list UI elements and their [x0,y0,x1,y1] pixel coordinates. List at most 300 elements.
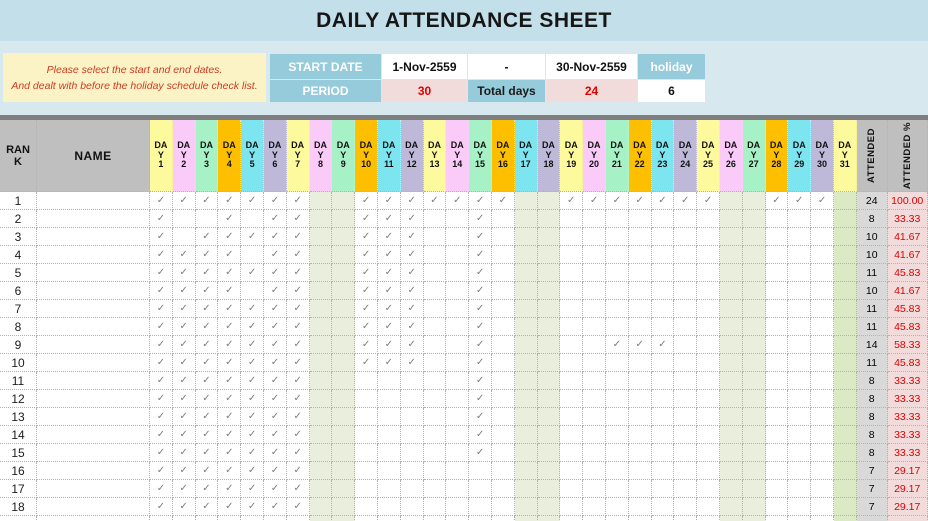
day-16-cell-row-9[interactable] [492,336,515,354]
day-10-cell-row-16[interactable] [355,462,378,480]
rank-cell-row-3[interactable]: 3 [0,228,37,246]
day-18-cell-row-2[interactable] [538,210,561,228]
day-30-cell-row-16[interactable] [811,462,834,480]
day-28-cell-row-9[interactable] [766,336,789,354]
day-14-cell-row-13[interactable] [446,408,469,426]
day-4-cell-row-15[interactable]: ✓ [218,444,241,462]
day-4-cell-row-17[interactable]: ✓ [218,480,241,498]
day-6-cell-row-12[interactable]: ✓ [264,390,287,408]
day-2-cell-partial-row[interactable] [173,516,196,521]
day-26-cell-row-17[interactable] [720,480,743,498]
day-27-cell-row-9[interactable] [743,336,766,354]
day-16-cell-row-10[interactable] [492,354,515,372]
day-24-cell-row-12[interactable] [674,390,697,408]
day-19-cell-row-14[interactable] [560,426,583,444]
day-31-cell-row-14[interactable] [834,426,857,444]
day-23-cell-partial-row[interactable] [652,516,675,521]
day-1-cell-row-10[interactable]: ✓ [150,354,173,372]
day-13-cell-row-2[interactable] [424,210,447,228]
day-4-cell-row-3[interactable]: ✓ [218,228,241,246]
day-6-cell-row-6[interactable]: ✓ [264,282,287,300]
day-10-cell-row-4[interactable]: ✓ [355,246,378,264]
day-27-cell-row-4[interactable] [743,246,766,264]
day-26-cell-row-2[interactable] [720,210,743,228]
day-10-cell-row-13[interactable] [355,408,378,426]
day-6-cell-partial-row[interactable] [264,516,287,521]
day-10-cell-row-17[interactable] [355,480,378,498]
day-23-cell-row-5[interactable] [652,264,675,282]
rank-cell-row-17[interactable]: 17 [0,480,37,498]
day-3-cell-row-5[interactable]: ✓ [196,264,219,282]
day-23-cell-row-6[interactable] [652,282,675,300]
day-14-cell-row-3[interactable] [446,228,469,246]
day-19-cell-row-9[interactable] [560,336,583,354]
day-17-cell-row-5[interactable] [515,264,538,282]
day-15-cell-row-1[interactable]: ✓ [469,192,492,210]
day-7-cell-row-12[interactable]: ✓ [287,390,310,408]
day-16-cell-row-17[interactable] [492,480,515,498]
day-12-cell-row-16[interactable] [401,462,424,480]
period-value[interactable]: 30 [382,80,467,102]
day-9-cell-row-7[interactable] [332,300,355,318]
day-24-cell-row-8[interactable] [674,318,697,336]
day-10-cell-row-3[interactable]: ✓ [355,228,378,246]
day-20-cell-partial-row[interactable] [583,516,606,521]
day-28-cell-row-15[interactable] [766,444,789,462]
day-12-cell-row-10[interactable]: ✓ [401,354,424,372]
day-20-cell-row-5[interactable] [583,264,606,282]
day-23-cell-row-3[interactable] [652,228,675,246]
name-cell-row-14[interactable] [37,426,150,444]
day-18-cell-row-15[interactable] [538,444,561,462]
day-26-cell-row-18[interactable] [720,498,743,516]
day-18-cell-row-6[interactable] [538,282,561,300]
day-25-cell-partial-row[interactable] [697,516,720,521]
day-12-cell-row-7[interactable]: ✓ [401,300,424,318]
day-15-cell-row-4[interactable]: ✓ [469,246,492,264]
day-11-cell-row-1[interactable]: ✓ [378,192,401,210]
day-23-cell-row-7[interactable] [652,300,675,318]
day-4-cell-row-8[interactable]: ✓ [218,318,241,336]
day-31-cell-partial-row[interactable] [834,516,857,521]
day-14-cell-row-18[interactable] [446,498,469,516]
day-7-cell-partial-row[interactable] [287,516,310,521]
day-6-cell-row-9[interactable]: ✓ [264,336,287,354]
day-12-cell-row-14[interactable] [401,426,424,444]
day-19-cell-row-1[interactable]: ✓ [560,192,583,210]
day-7-cell-row-18[interactable]: ✓ [287,498,310,516]
day-4-cell-row-4[interactable]: ✓ [218,246,241,264]
day-11-cell-row-14[interactable] [378,426,401,444]
day-29-cell-row-13[interactable] [788,408,811,426]
day-14-cell-row-17[interactable] [446,480,469,498]
day-1-cell-row-15[interactable]: ✓ [150,444,173,462]
day-13-cell-row-7[interactable] [424,300,447,318]
day-18-cell-row-3[interactable] [538,228,561,246]
day-31-cell-row-6[interactable] [834,282,857,300]
day-17-cell-row-12[interactable] [515,390,538,408]
day-3-cell-row-3[interactable]: ✓ [196,228,219,246]
rank-cell-row-11[interactable]: 11 [0,372,37,390]
day-24-cell-row-4[interactable] [674,246,697,264]
name-cell-row-6[interactable] [37,282,150,300]
day-23-cell-row-12[interactable] [652,390,675,408]
day-18-cell-row-9[interactable] [538,336,561,354]
day-24-cell-row-5[interactable] [674,264,697,282]
day-29-cell-row-1[interactable]: ✓ [788,192,811,210]
day-20-cell-row-11[interactable] [583,372,606,390]
day-26-cell-row-12[interactable] [720,390,743,408]
day-7-cell-row-9[interactable]: ✓ [287,336,310,354]
day-12-cell-row-5[interactable]: ✓ [401,264,424,282]
day-2-cell-row-17[interactable]: ✓ [173,480,196,498]
day-2-cell-row-1[interactable]: ✓ [173,192,196,210]
day-28-cell-row-8[interactable] [766,318,789,336]
day-20-cell-row-1[interactable]: ✓ [583,192,606,210]
day-15-cell-row-9[interactable]: ✓ [469,336,492,354]
day-25-cell-row-2[interactable] [697,210,720,228]
day-12-cell-row-18[interactable] [401,498,424,516]
rank-cell-row-8[interactable]: 8 [0,318,37,336]
end-date-value[interactable]: 30-Nov-2559 [546,54,637,79]
day-11-cell-row-2[interactable]: ✓ [378,210,401,228]
name-cell-row-3[interactable] [37,228,150,246]
day-27-cell-row-13[interactable] [743,408,766,426]
rank-cell-row-6[interactable]: 6 [0,282,37,300]
day-1-cell-row-6[interactable]: ✓ [150,282,173,300]
day-13-cell-row-4[interactable] [424,246,447,264]
day-11-cell-row-17[interactable] [378,480,401,498]
day-9-cell-row-14[interactable] [332,426,355,444]
day-6-cell-row-5[interactable]: ✓ [264,264,287,282]
day-18-cell-row-13[interactable] [538,408,561,426]
day-2-cell-row-5[interactable]: ✓ [173,264,196,282]
day-1-cell-row-3[interactable]: ✓ [150,228,173,246]
day-24-cell-row-10[interactable] [674,354,697,372]
day-8-cell-row-2[interactable] [310,210,333,228]
day-17-cell-row-4[interactable] [515,246,538,264]
day-7-cell-row-4[interactable]: ✓ [287,246,310,264]
day-23-cell-row-10[interactable] [652,354,675,372]
day-15-cell-row-16[interactable] [469,462,492,480]
name-cell-row-18[interactable] [37,498,150,516]
day-27-cell-row-16[interactable] [743,462,766,480]
day-26-cell-row-10[interactable] [720,354,743,372]
day-3-cell-row-10[interactable]: ✓ [196,354,219,372]
day-3-cell-row-1[interactable]: ✓ [196,192,219,210]
day-28-cell-row-2[interactable] [766,210,789,228]
day-24-cell-row-6[interactable] [674,282,697,300]
day-29-cell-row-3[interactable] [788,228,811,246]
name-cell-row-2[interactable] [37,210,150,228]
day-4-cell-row-5[interactable]: ✓ [218,264,241,282]
day-25-cell-row-9[interactable] [697,336,720,354]
day-16-cell-row-6[interactable] [492,282,515,300]
day-18-cell-row-16[interactable] [538,462,561,480]
day-4-cell-row-12[interactable]: ✓ [218,390,241,408]
day-5-cell-row-3[interactable]: ✓ [241,228,264,246]
day-7-cell-row-2[interactable]: ✓ [287,210,310,228]
day-26-cell-row-4[interactable] [720,246,743,264]
day-12-cell-row-2[interactable]: ✓ [401,210,424,228]
day-27-cell-row-5[interactable] [743,264,766,282]
day-17-cell-row-13[interactable] [515,408,538,426]
day-20-cell-row-7[interactable] [583,300,606,318]
day-6-cell-row-11[interactable]: ✓ [264,372,287,390]
day-27-cell-row-3[interactable] [743,228,766,246]
day-5-cell-row-9[interactable]: ✓ [241,336,264,354]
day-13-cell-row-9[interactable] [424,336,447,354]
day-2-cell-row-16[interactable]: ✓ [173,462,196,480]
day-29-cell-row-10[interactable] [788,354,811,372]
day-15-cell-row-18[interactable] [469,498,492,516]
day-28-cell-row-5[interactable] [766,264,789,282]
day-1-cell-row-12[interactable]: ✓ [150,390,173,408]
day-2-cell-row-6[interactable]: ✓ [173,282,196,300]
day-9-cell-row-1[interactable] [332,192,355,210]
day-25-cell-row-16[interactable] [697,462,720,480]
day-13-cell-row-1[interactable]: ✓ [424,192,447,210]
day-10-cell-row-6[interactable]: ✓ [355,282,378,300]
day-8-cell-row-18[interactable] [310,498,333,516]
day-5-cell-row-8[interactable]: ✓ [241,318,264,336]
day-22-cell-row-7[interactable] [629,300,652,318]
day-26-cell-row-13[interactable] [720,408,743,426]
day-15-cell-row-2[interactable]: ✓ [469,210,492,228]
day-11-cell-row-8[interactable]: ✓ [378,318,401,336]
day-26-cell-row-15[interactable] [720,444,743,462]
day-2-cell-row-8[interactable]: ✓ [173,318,196,336]
name-cell-row-10[interactable] [37,354,150,372]
rank-cell-row-14[interactable]: 14 [0,426,37,444]
day-24-cell-row-18[interactable] [674,498,697,516]
name-cell-row-16[interactable] [37,462,150,480]
day-23-cell-row-2[interactable] [652,210,675,228]
day-13-cell-row-14[interactable] [424,426,447,444]
day-7-cell-row-13[interactable]: ✓ [287,408,310,426]
day-9-cell-row-5[interactable] [332,264,355,282]
day-5-cell-row-1[interactable]: ✓ [241,192,264,210]
day-12-cell-row-3[interactable]: ✓ [401,228,424,246]
day-25-cell-row-18[interactable] [697,498,720,516]
day-28-cell-row-14[interactable] [766,426,789,444]
day-23-cell-row-8[interactable] [652,318,675,336]
day-14-cell-row-8[interactable] [446,318,469,336]
day-27-cell-row-1[interactable] [743,192,766,210]
day-25-cell-row-14[interactable] [697,426,720,444]
day-31-cell-row-12[interactable] [834,390,857,408]
day-8-cell-row-9[interactable] [310,336,333,354]
day-16-cell-row-5[interactable] [492,264,515,282]
day-5-cell-row-16[interactable]: ✓ [241,462,264,480]
day-27-cell-partial-row[interactable] [743,516,766,521]
day-1-cell-row-8[interactable]: ✓ [150,318,173,336]
day-13-cell-row-8[interactable] [424,318,447,336]
day-4-cell-row-16[interactable]: ✓ [218,462,241,480]
day-2-cell-row-7[interactable]: ✓ [173,300,196,318]
day-5-cell-row-5[interactable]: ✓ [241,264,264,282]
day-17-cell-row-11[interactable] [515,372,538,390]
day-26-cell-partial-row[interactable] [720,516,743,521]
day-31-cell-row-8[interactable] [834,318,857,336]
day-7-cell-row-5[interactable]: ✓ [287,264,310,282]
day-15-cell-row-13[interactable]: ✓ [469,408,492,426]
day-27-cell-row-14[interactable] [743,426,766,444]
day-15-cell-row-14[interactable]: ✓ [469,426,492,444]
day-25-cell-row-1[interactable]: ✓ [697,192,720,210]
day-29-cell-row-7[interactable] [788,300,811,318]
day-13-cell-row-5[interactable] [424,264,447,282]
day-5-cell-partial-row[interactable] [241,516,264,521]
day-5-cell-row-14[interactable]: ✓ [241,426,264,444]
day-14-cell-row-11[interactable] [446,372,469,390]
day-22-cell-row-4[interactable] [629,246,652,264]
day-19-cell-row-3[interactable] [560,228,583,246]
day-24-cell-row-9[interactable] [674,336,697,354]
day-3-cell-row-15[interactable]: ✓ [196,444,219,462]
day-22-cell-row-17[interactable] [629,480,652,498]
day-28-cell-row-13[interactable] [766,408,789,426]
day-27-cell-row-10[interactable] [743,354,766,372]
day-30-cell-row-7[interactable] [811,300,834,318]
day-17-cell-row-10[interactable] [515,354,538,372]
day-14-cell-row-7[interactable] [446,300,469,318]
day-30-cell-row-4[interactable] [811,246,834,264]
rank-cell-row-12[interactable]: 12 [0,390,37,408]
day-16-cell-row-14[interactable] [492,426,515,444]
day-12-cell-row-6[interactable]: ✓ [401,282,424,300]
day-21-cell-row-10[interactable] [606,354,629,372]
day-1-cell-row-17[interactable]: ✓ [150,480,173,498]
name-cell-row-17[interactable] [37,480,150,498]
day-10-cell-row-12[interactable] [355,390,378,408]
day-5-cell-row-17[interactable]: ✓ [241,480,264,498]
day-20-cell-row-14[interactable] [583,426,606,444]
day-8-cell-row-13[interactable] [310,408,333,426]
day-15-cell-row-7[interactable]: ✓ [469,300,492,318]
name-cell-row-5[interactable] [37,264,150,282]
day-9-cell-row-4[interactable] [332,246,355,264]
day-8-cell-row-15[interactable] [310,444,333,462]
day-28-cell-row-18[interactable] [766,498,789,516]
day-9-cell-row-11[interactable] [332,372,355,390]
day-6-cell-row-2[interactable]: ✓ [264,210,287,228]
day-30-cell-row-15[interactable] [811,444,834,462]
day-7-cell-row-8[interactable]: ✓ [287,318,310,336]
day-6-cell-row-3[interactable]: ✓ [264,228,287,246]
day-8-cell-row-7[interactable] [310,300,333,318]
day-8-cell-row-6[interactable] [310,282,333,300]
day-21-cell-row-18[interactable] [606,498,629,516]
day-13-cell-row-16[interactable] [424,462,447,480]
day-15-cell-row-15[interactable]: ✓ [469,444,492,462]
day-4-cell-row-14[interactable]: ✓ [218,426,241,444]
day-19-cell-row-17[interactable] [560,480,583,498]
day-18-cell-row-17[interactable] [538,480,561,498]
day-18-cell-row-7[interactable] [538,300,561,318]
day-8-cell-row-14[interactable] [310,426,333,444]
day-21-cell-row-9[interactable]: ✓ [606,336,629,354]
day-29-cell-row-15[interactable] [788,444,811,462]
day-29-cell-partial-row[interactable] [788,516,811,521]
day-13-cell-row-12[interactable] [424,390,447,408]
day-1-cell-row-7[interactable]: ✓ [150,300,173,318]
day-26-cell-row-14[interactable] [720,426,743,444]
rank-cell-row-18[interactable]: 18 [0,498,37,516]
day-9-cell-row-6[interactable] [332,282,355,300]
day-22-cell-row-11[interactable] [629,372,652,390]
day-27-cell-row-18[interactable] [743,498,766,516]
day-1-cell-partial-row[interactable] [150,516,173,521]
day-1-cell-row-16[interactable]: ✓ [150,462,173,480]
start-date-value[interactable]: 1-Nov-2559 [382,54,467,79]
day-2-cell-row-11[interactable]: ✓ [173,372,196,390]
day-27-cell-row-15[interactable] [743,444,766,462]
day-5-cell-row-15[interactable]: ✓ [241,444,264,462]
day-11-cell-row-6[interactable]: ✓ [378,282,401,300]
day-2-cell-row-9[interactable]: ✓ [173,336,196,354]
day-28-cell-row-6[interactable] [766,282,789,300]
day-17-cell-row-18[interactable] [515,498,538,516]
day-21-cell-row-15[interactable] [606,444,629,462]
day-14-cell-row-10[interactable] [446,354,469,372]
day-30-cell-row-12[interactable] [811,390,834,408]
day-22-cell-row-5[interactable] [629,264,652,282]
day-18-cell-row-18[interactable] [538,498,561,516]
day-23-cell-row-15[interactable] [652,444,675,462]
day-21-cell-row-5[interactable] [606,264,629,282]
day-8-cell-row-12[interactable] [310,390,333,408]
day-19-cell-partial-row[interactable] [560,516,583,521]
day-26-cell-row-7[interactable] [720,300,743,318]
day-1-cell-row-9[interactable]: ✓ [150,336,173,354]
day-18-cell-row-12[interactable] [538,390,561,408]
name-cell-row-11[interactable] [37,372,150,390]
day-21-cell-row-11[interactable] [606,372,629,390]
day-1-cell-row-11[interactable]: ✓ [150,372,173,390]
day-16-cell-row-8[interactable] [492,318,515,336]
day-3-cell-row-17[interactable]: ✓ [196,480,219,498]
day-29-cell-row-4[interactable] [788,246,811,264]
rank-cell-partial-row[interactable] [0,516,37,521]
day-11-cell-row-11[interactable] [378,372,401,390]
day-3-cell-row-11[interactable]: ✓ [196,372,219,390]
day-10-cell-row-5[interactable]: ✓ [355,264,378,282]
day-29-cell-row-11[interactable] [788,372,811,390]
day-4-cell-row-10[interactable]: ✓ [218,354,241,372]
day-8-cell-row-10[interactable] [310,354,333,372]
day-24-cell-row-1[interactable]: ✓ [674,192,697,210]
day-27-cell-row-8[interactable] [743,318,766,336]
day-18-cell-row-8[interactable] [538,318,561,336]
day-22-cell-partial-row[interactable] [629,516,652,521]
day-13-cell-row-15[interactable] [424,444,447,462]
day-2-cell-row-10[interactable]: ✓ [173,354,196,372]
day-8-cell-row-16[interactable] [310,462,333,480]
day-16-cell-row-12[interactable] [492,390,515,408]
day-10-cell-row-18[interactable] [355,498,378,516]
day-20-cell-row-9[interactable] [583,336,606,354]
day-12-cell-row-15[interactable] [401,444,424,462]
day-19-cell-row-6[interactable] [560,282,583,300]
day-20-cell-row-4[interactable] [583,246,606,264]
day-25-cell-row-12[interactable] [697,390,720,408]
day-21-cell-row-3[interactable] [606,228,629,246]
day-29-cell-row-14[interactable] [788,426,811,444]
day-24-cell-row-3[interactable] [674,228,697,246]
day-3-cell-row-4[interactable]: ✓ [196,246,219,264]
name-cell-row-4[interactable] [37,246,150,264]
